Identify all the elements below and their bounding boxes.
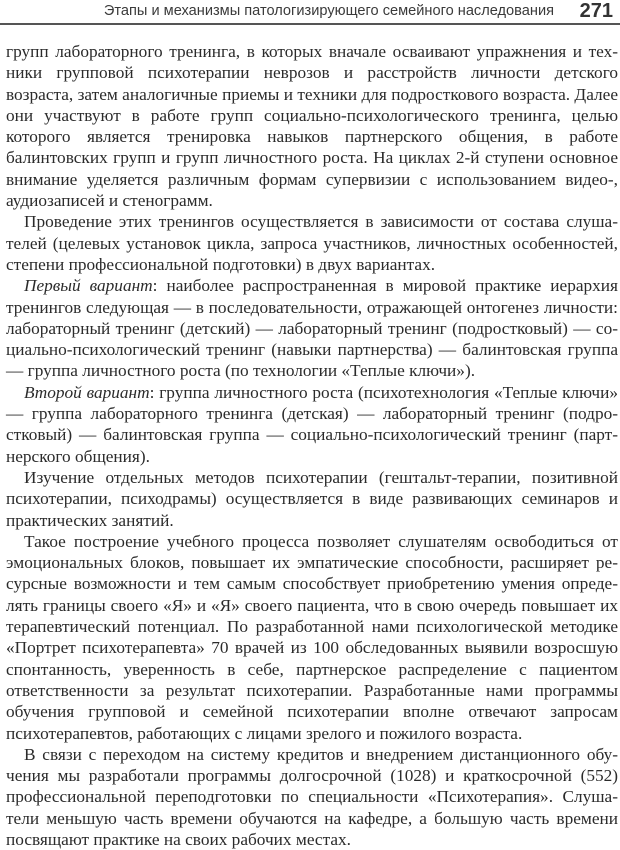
paragraph-continuation <box>6 41 618 211</box>
paragraph-text: В связи с переходом на систему кредитов и внедрением дистанционного обучения мы разработали программы долгосрочной (1028) и краткосрочной (552) профессиональной переподготовки по специальности «Психотерапия». Слушатели меньшую часть времени обучаются на кафедре, а большую часть времени посвящают практике на своих рабочих местах. <box>6 744 618 849</box>
paragraph-learning-process <box>6 531 618 744</box>
paragraph-second-variant <box>6 382 618 467</box>
paragraph-first-variant <box>6 275 618 381</box>
paragraph-text: : наиболее распространенная в мировой практике иерархия тренингов следующая — в последовательности, отражающей онтогенез личности: лабораторный тренинг (детский) — лабораторный тренинг (подростковый) — социально-психологический тренинг (навыки партнерства) — балинтовская группа — группа личностного роста (по технологии «Теплые ключи»). <box>6 276 618 381</box>
running-header-title: Этапы и механизмы патологизирующего семейного наследования <box>103 3 554 19</box>
paragraph-text: Такое построение учебного процесса позволяет слушателям освободиться от эмоциональных блоков, повышает их эмпатические способности, расширяет ресурсные возможности и тем самым способствует приобретению умения определять границы своего «Я» и «Я» своего пациента, что в свою очередь повышает их терапевтический потенциал. По разработанной нами психологической методике «Портрет психотерапевта» 70 врачей из 100 обследованных выявили возросшую спонтанность, уверенность в себе, партнерское распределение с пациентом ответственности за результат психотерапии. Разработанные нами программы обучения групповой и семейной психотерапии вполне отвечают запросам психотерапевтов, работающих с лицами зрелого и пожилого возраста. <box>6 531 618 743</box>
body-text <box>6 41 618 850</box>
page-number: 271 <box>579 0 613 22</box>
paragraph-training-conduct <box>6 211 618 275</box>
paragraph-text: групп лабораторного тренинга, в которых вначале осваивают упражнения и техники групповой психотерапии неврозов и расстройств личности детского возраста, затем аналогичные приемы и техники для подросткового возраста. Далее они участвуют в работе групп социально-психологического тренинга, целью которого является тренировка навыков партнерского общения, в работе балинтовских групп и групп личностного роста. На циклах 2-й ступени основное внимание уделяется различным формам супервизии с использованием видео-, аудиозаписей и стенограмм. <box>6 42 618 211</box>
paragraph-distance-learning <box>6 744 618 850</box>
paragraph-text: Проведение этих тренингов осуществляется в зависимости от состава слушателей (целевых установок цикла, запроса участников, личностных особенностей, степени профессиональной подготовки) в двух вариантах. <box>6 212 618 274</box>
first-variant-lead: Первый вариант <box>24 276 153 296</box>
paragraph-text: : группа личностного роста (психотехнология «Теплые ключи» — группа лабораторного тренинга (детская) — лабораторный тренинг (подростковый) — балинтовская группа — социально-психологический тренинг (партнерского общения). <box>6 382 618 466</box>
second-variant-lead: Второй вариант <box>24 382 150 402</box>
header-divider <box>0 23 620 25</box>
paragraph-methods-study <box>6 467 618 531</box>
paragraph-text: Изучение отдельных методов психотерапии (гештальт-терапии, позитивной психотерапии, психодрамы) осуществляется в виде развивающих семинаров и практических занятий. <box>6 467 618 530</box>
running-header <box>0 0 620 26</box>
